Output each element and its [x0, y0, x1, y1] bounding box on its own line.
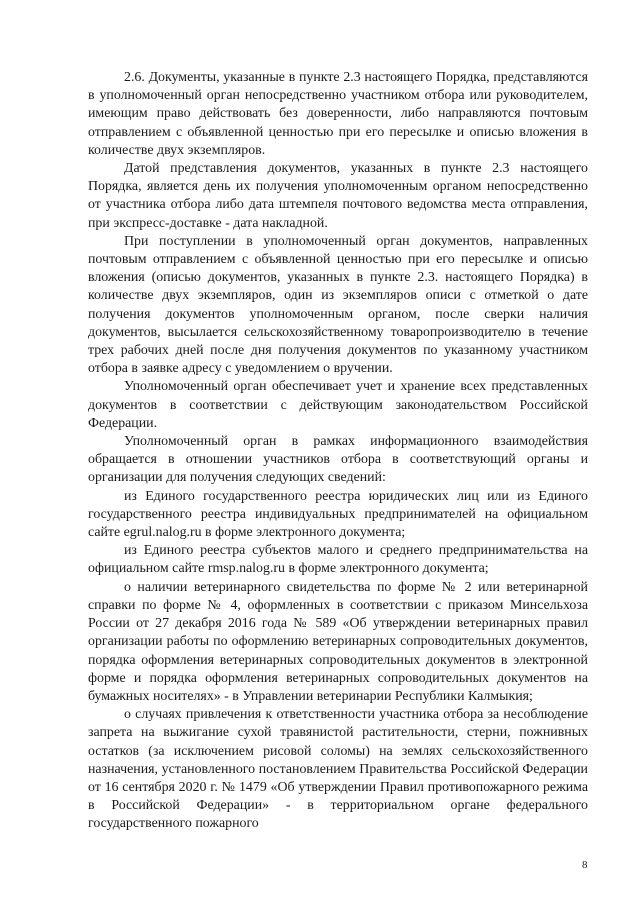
page-number: 8 — [582, 859, 588, 871]
paragraph-postal-receipt: При поступлении в уполномоченный орган документов, направленных почтовым отправлением с объявленной ценностью при его пересылке и описью вложения (описью документов, указанных в пункте 2.3. настоящего Порядка) в количестве двух экземпляров, один из экземпляров описи с отметкой о дате получения документов уполномоченным органом, после сверки наличия документов, высылается сельскохозяйственному товаропроизводителю в течение трех рабочих дней после дня получения документов по указанному участником отбора в заявке адресу с уведомлением о вручении. — [88, 233, 588, 377]
paragraph-document-storage: Уполномоченный орган обеспечивает учет и хранение всех представленных документов в соответствии с действующим законодательством Российской Федерации. — [88, 379, 588, 431]
paragraph-submission-date: Датой представления документов, указанных в пункте 2.3 настоящего Порядка, является день их получения уполномоченным органом непосредственно от участника отбора либо дата штемпеля почтового ведомства места отправления, при экспресс-доставке - дата накладной. — [88, 161, 588, 231]
paragraph-information-interaction: Уполномоченный орган в рамках информационного взаимодействия обращается в отношении участников отбора в соответствующий органы и организации для получения следующих сведений: — [88, 434, 588, 486]
paragraph-fire-safety: о случаях привлечения к ответственности участника отбора за несоблюдение запрета на выжигание сухой травянистой растительности, стерни, пожнивных остатков (за исключением рисовой соломы) на землях сельскохозяйственного назначения, установленного постановлением Правительства Российской Федерации от 16 сентября 2020 г. № 1479 «Об утверждении Правил противопожарного режима в Российской Федерации» - в территориальном органе федерального государственного пожарного — [88, 707, 588, 832]
paragraph-2-6: 2.6. Документы, указанные в пункте 2.3 настоящего Порядка, представляются в уполномоченный орган непосредственно участником отбора или руководителем, имеющим право действовать без доверенности, либо направляются почтовым отправлением с объявленной ценностью при его пересылке и описью вложения в количестве двух экземпляров. — [88, 70, 588, 158]
document-body — [88, 69, 588, 834]
paragraph-rmsp: из Единого реестра субъектов малого и среднего предпринимательства на официальном сайте rmsp.nalog.ru в форме электронного документа; — [88, 543, 588, 577]
paragraph-veterinary-certificate: о наличии ветеринарного свидетельства по форме № 2 или ветеринарной справки по форме № 4, оформленных в соответствии с приказом Минсельхоза России от 27 декабря 2016 года № 589 «Об утверждении ветеринарных правил организации работы по оформлению ветеринарных сопроводительных документов, порядка оформления ветеринарных сопроводительных документов в электронной форме и порядка оформления ветеринарных сопроводительных документов на бумажных носителях» - в Управлении ветеринарии Республики Калмыкия; — [88, 579, 588, 704]
paragraph-egrul: из Единого государственного реестра юридических лиц или из Единого государственного реестра индивидуальных предпринимателей на официальном сайте egrul.nalog.ru в форме электронного документа; — [88, 488, 588, 541]
